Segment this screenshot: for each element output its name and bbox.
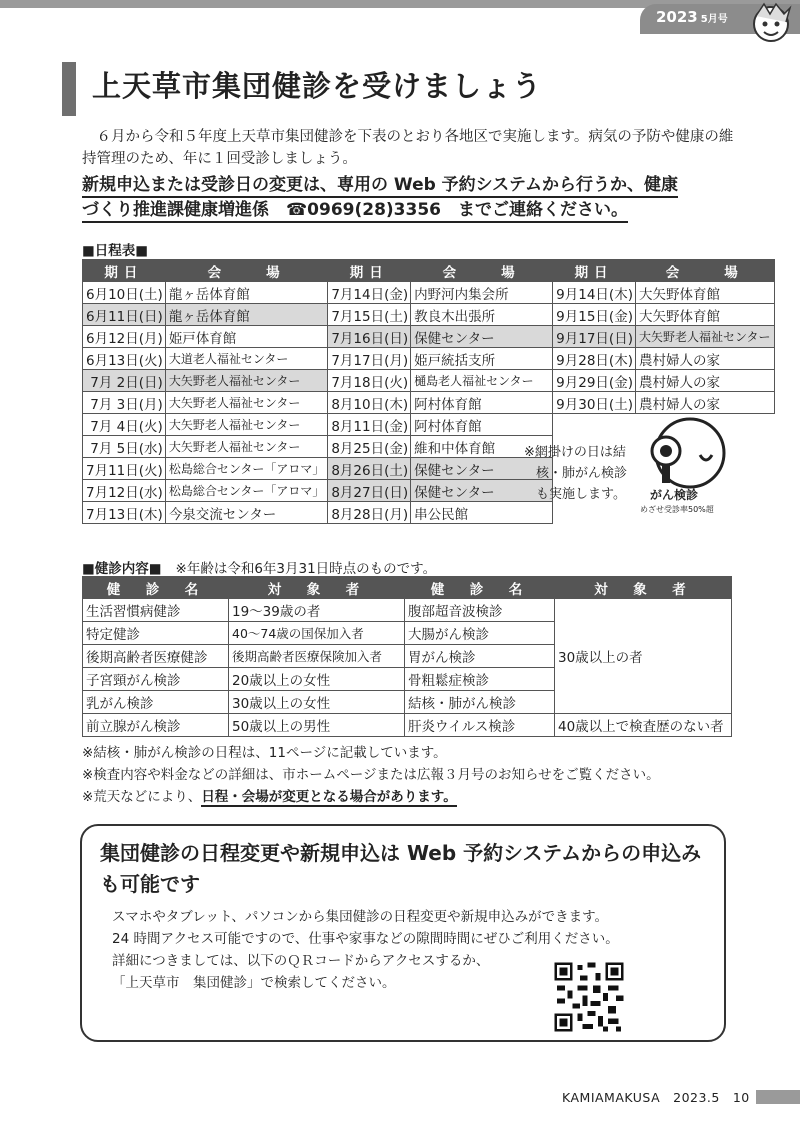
schedule-date: 8月27日(日): [328, 480, 411, 502]
exam-name: 結核・肺がん検診: [405, 691, 555, 714]
schedule-venue: 農村婦人の家: [635, 370, 774, 392]
notice-line-1: 新規申込または受診日の変更は、専用の Web 予約システムから行うか、健康: [82, 170, 742, 195]
schedule-header-cell: 期日: [553, 260, 636, 282]
schedule-venue: 龍ヶ岳体育館: [165, 304, 328, 326]
schedule-date: 7月 5日(水): [83, 436, 166, 458]
footer-bar: [756, 1090, 800, 1104]
exams-note: ※年齢は令和6年3月31日時点のものです。: [175, 561, 437, 577]
schedule-venue: 保健センター: [411, 458, 553, 480]
schedule-date: 8月10日(木): [328, 392, 411, 414]
schedule-row: [83, 348, 775, 370]
schedule-date: 8月11日(金): [328, 414, 411, 436]
schedule-venue: 阿村体育館: [411, 392, 553, 414]
note-3-emphasis: 日程・会場が変更となる場合があります。: [201, 789, 457, 805]
exams-table: [82, 576, 732, 737]
schedule-note: ※網掛けの日は結 核・肺がん検診 も実施します。: [524, 445, 628, 502]
schedule-date: 8月26日(土): [328, 458, 411, 480]
schedule-venue: 龍ヶ岳体育館: [165, 282, 328, 304]
exam-name: 胃がん検診: [405, 645, 555, 668]
schedule-venue: 維和中体育館: [411, 436, 553, 458]
schedule-venue: 内野河内集会所: [411, 282, 553, 304]
schedule-date: 7月 4日(火): [83, 414, 166, 436]
mascot-icon: [748, 2, 794, 46]
schedule-row: [83, 326, 775, 348]
schedule-date: 6月12日(月): [83, 326, 166, 348]
schedule-date: 7月14日(金): [328, 282, 411, 304]
schedule-header-cell: 会 場: [635, 260, 774, 282]
schedule-venue: 大矢野老人福祉センター: [635, 326, 774, 348]
schedule-date: 9月17日(日): [553, 326, 636, 348]
qr-code-icon[interactable]: [552, 960, 626, 1034]
schedule-header-cell: 期日: [328, 260, 411, 282]
exam-name: 骨粗鬆症検診: [405, 668, 555, 691]
schedule-venue: 大矢野体育館: [635, 282, 774, 304]
issue-year: 2023: [656, 8, 698, 26]
exam-name: 特定健診: [83, 622, 229, 645]
schedule-date: 7月11日(火): [83, 458, 166, 480]
schedule-venue: 大矢野体育館: [635, 304, 774, 326]
schedule-venue: 大矢野老人福祉センター: [165, 392, 328, 414]
schedule-venue: 姫戸統括支所: [411, 348, 553, 370]
schedule-date: 9月14日(木): [553, 282, 636, 304]
title-accent-bar: [62, 62, 76, 116]
exam-header-cell: 健 診 名: [405, 577, 555, 599]
schedule-venue: 大矢野老人福祉センター: [165, 370, 328, 392]
exams-label: ■健診内容■ ※年齢は令和6年3月31日時点のものです。: [82, 561, 437, 577]
issue-month: 5月号: [700, 14, 728, 25]
schedule-venue: 阿村体育館: [411, 414, 553, 436]
exam-target-common: 30歳以上の者: [555, 599, 732, 714]
exam-name: 子宮頸がん検診: [83, 668, 229, 691]
box-body: スマホやタブレット、パソコンから集団健診の日程変更や新規申込みができます。 24 時間アクセス可能ですので、仕事や家事などの隙間時間にぜひご利用ください。 詳細につきましては、以下のＱＲコードからアクセスするか、 「上天草市 集団健診」で検索してください。: [112, 909, 619, 991]
footnotes: [82, 742, 660, 808]
exam-target: 50歳以上の男性: [229, 714, 405, 737]
schedule-venue: 樋島老人福祉センター: [411, 370, 553, 392]
schedule-venue: 保健センター: [411, 480, 553, 502]
exam-header-cell: 健 診 名: [83, 577, 229, 599]
schedule-row: [83, 304, 775, 326]
exam-row: [83, 714, 732, 737]
note-1: ※結核・肺がん検診の日程は、11ページに記載しています。: [82, 745, 447, 761]
schedule-date: 7月 3日(月): [83, 392, 166, 414]
schedule-venue: 松島総合センター「アロマ」: [165, 458, 328, 480]
schedule-venue: 姫戸体育館: [165, 326, 328, 348]
schedule-venue: 串公民館: [411, 502, 553, 524]
badge-sub: めざせ受診率50%超: [640, 505, 714, 514]
schedule-empty: [553, 414, 636, 436]
schedule-venue: 大矢野老人福祉センター: [165, 436, 328, 458]
exam-name: 後期高齢者医療健診: [83, 645, 229, 668]
schedule-date: 6月13日(火): [83, 348, 166, 370]
badge-label: がん検診: [650, 488, 699, 502]
schedule-venue: 教良木出張所: [411, 304, 553, 326]
exam-target: 20歳以上の女性: [229, 668, 405, 691]
schedule-date: 7月13日(木): [83, 502, 166, 524]
schedule-date: 7月15日(土): [328, 304, 411, 326]
schedule-header-cell: 期日: [83, 260, 166, 282]
exam-header-cell: 対 象 者: [229, 577, 405, 599]
schedule-date: 9月29日(金): [553, 370, 636, 392]
schedule-date: 7月12日(水): [83, 480, 166, 502]
page-title: 上天草市集団健診を受けましょう: [92, 69, 543, 103]
schedule-header-cell: 会 場: [165, 260, 328, 282]
schedule-row: [83, 282, 775, 304]
schedule-date: 8月28日(月): [328, 502, 411, 524]
schedule-date: 7月16日(日): [328, 326, 411, 348]
schedule-label: ■日程表■: [82, 243, 149, 259]
schedule-venue: 大矢野老人福祉センター: [165, 414, 328, 436]
schedule-venue: 農村婦人の家: [635, 348, 774, 370]
schedule-date: 8月25日(金): [328, 436, 411, 458]
schedule-date: 7月18日(火): [328, 370, 411, 392]
exam-target: 40～74歳の国保加入者: [229, 622, 405, 645]
box-title: 集団健診の日程変更や新規申込は Web 予約システムからの申込みも可能です: [100, 841, 702, 896]
exam-name: 大腸がん検診: [405, 622, 555, 645]
schedule-date: 7月17日(月): [328, 348, 411, 370]
schedule-venue: 農村婦人の家: [635, 392, 774, 414]
schedule-venue: 大道老人福祉センター: [165, 348, 328, 370]
note-2: ※検査内容や料金などの詳細は、市ホームページまたは広報３月号のお知らせをご覧ください。: [82, 767, 660, 783]
schedule-venue: 保健センター: [411, 326, 553, 348]
schedule-date: 9月28日(木): [553, 348, 636, 370]
intro-paragraph: ６月から令和５年度上天草市集団健診を下表のとおり各地区で実施します。病気の予防や健康の維持管理のため、年に１回受診しましょう。: [82, 129, 734, 167]
exam-name: 前立腺がん検診: [83, 714, 229, 737]
footer-text: KAMIAMAKUSA 2023.5 10: [562, 1090, 750, 1105]
exam-target: 19～39歳の者: [229, 599, 405, 622]
schedule-date: 6月11日(日): [83, 304, 166, 326]
schedule-date: 9月15日(金): [553, 304, 636, 326]
schedule-date: 9月30日(土): [553, 392, 636, 414]
exam-name: 生活習慣病健診: [83, 599, 229, 622]
schedule-venue: 今泉交流センター: [165, 502, 328, 524]
exam-target: 30歳以上の女性: [229, 691, 405, 714]
schedule-header-cell: 会 場: [411, 260, 553, 282]
intro-text: [82, 126, 742, 170]
schedule-row: [83, 370, 775, 392]
schedule-date: 6月10日(土): [83, 282, 166, 304]
exam-name: 乳がん検診: [83, 691, 229, 714]
schedule-date: 7月 2日(日): [83, 370, 166, 392]
exam-target: 40歳以上で検査歴のない者: [555, 714, 732, 737]
exam-name: 肝炎ウイルス検診: [405, 714, 555, 737]
schedule-venue: 松島総合センター「アロマ」: [165, 480, 328, 502]
exam-row: [83, 599, 732, 622]
exam-header-cell: 対 象 者: [555, 577, 732, 599]
note-3: ※荒天などにより、日程・会場が変更となる場合があります。: [82, 789, 457, 805]
schedule-row: [83, 392, 775, 414]
notice-line-2: づくり推進課健康増進係 ☎0969(28)3356 までご連絡ください。: [82, 195, 742, 220]
exam-target: 後期高齢者医療保険加入者: [229, 645, 405, 668]
exam-name: 腹部超音波検診: [405, 599, 555, 622]
